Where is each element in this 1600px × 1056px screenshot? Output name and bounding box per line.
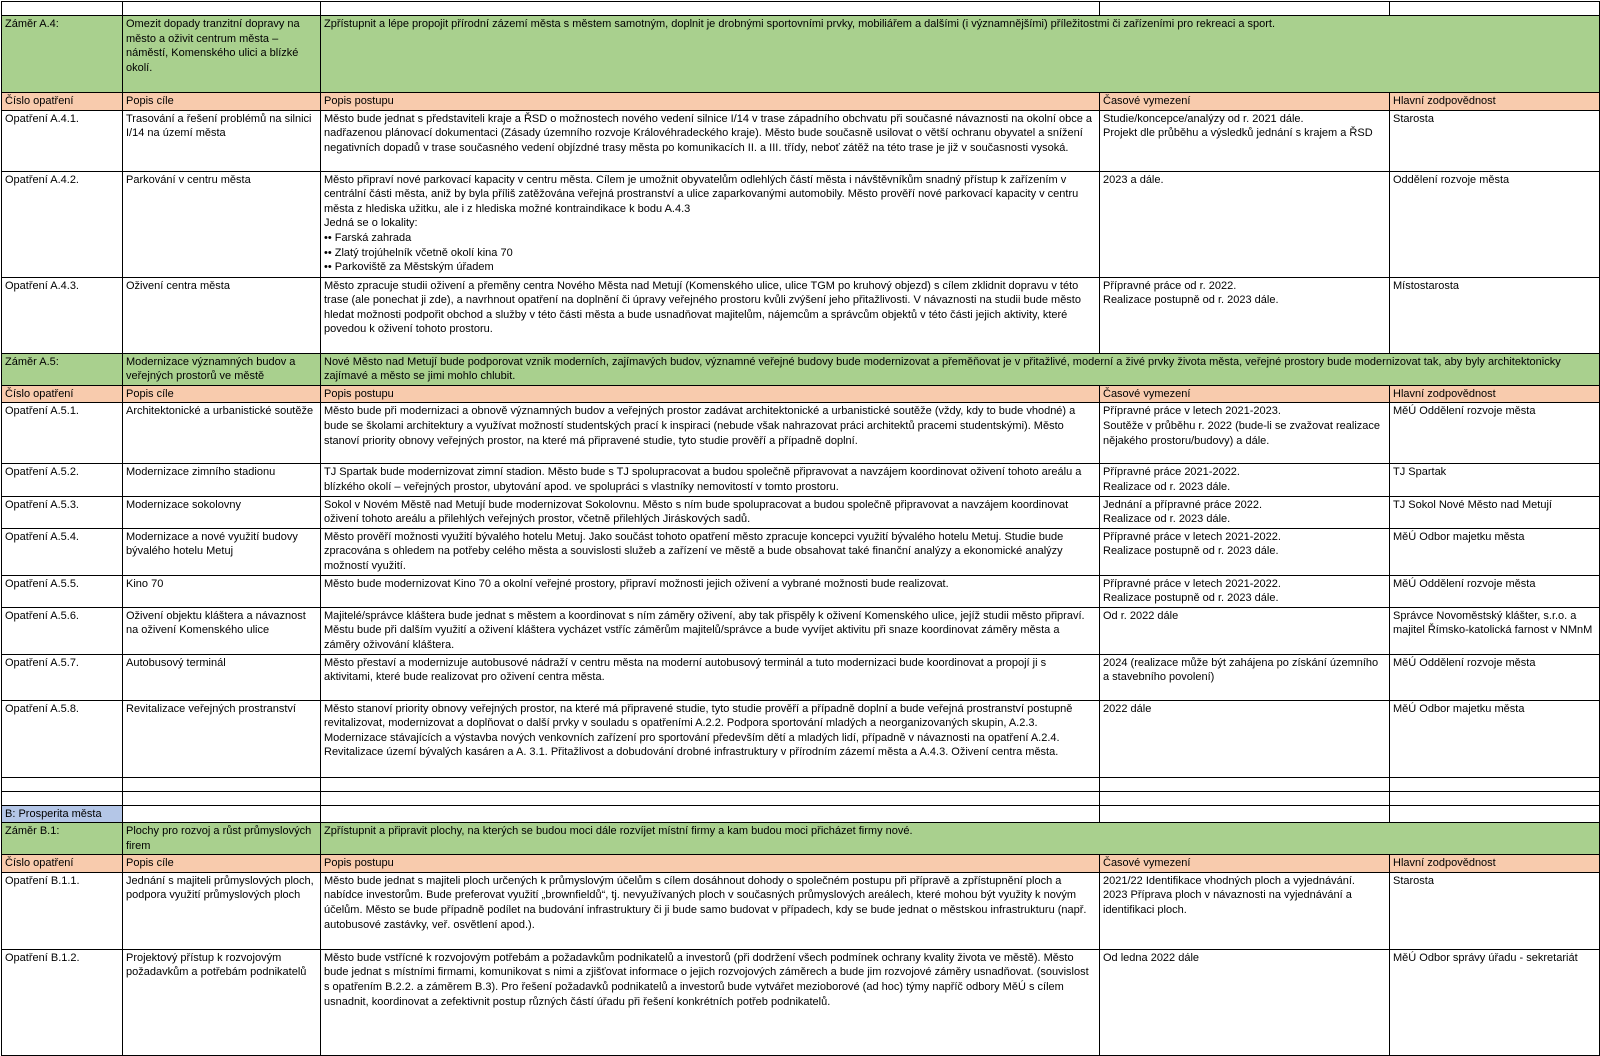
zamer-procedure[interactable]: Zpřístupnit a připravit plochy, na kterých se budou moci dále rozvíjet místní firmy a kam budou moci přicházet firmy nové. [321, 823, 1600, 855]
measure-id[interactable]: Opatření A.5.2. [2, 464, 123, 496]
measure-goal[interactable]: Modernizace zimního stadionu [123, 464, 321, 496]
table-row [2, 277, 1600, 353]
measure-goal[interactable]: Trasování a řešení problémů na silnici I/14 na území města [123, 110, 321, 171]
measure-procedure[interactable]: Sokol v Novém Městě nad Metují bude modernizovat Sokolovnu. Město s ním bude spolupracovat a budou společně připravovat a navzájem koordinovat oživení tohoto areálu a přilehlých veřejných prostor, včetně přilehlých Jiráskových sadů. [321, 496, 1100, 528]
zamer-row [2, 823, 1600, 855]
measure-procedure[interactable]: Město bude jednat s představiteli kraje a ŘSD o možnostech nového vedení silnice I/14 v trase západního obchvatu při současné návaznosti na okolní obce a nadřazenou plánovací dokumentaci (Zásady územního rozvoje Královéhradeckého kraje). Město bude současně usilovat o větší ochranu obyvatel a snížení negativních dopadů v trase současného vedení objízdné trasy města po komunikacích II. a III. třídy, neboť zátěž na této trase je již v současnosti vysoká. [321, 110, 1100, 171]
table-row [2, 110, 1600, 171]
cell[interactable] [321, 2, 1100, 16]
header-id[interactable]: Číslo opatření [2, 385, 123, 403]
measure-owner[interactable]: MěÚ Oddělení rozvoje města [1390, 575, 1600, 607]
table-row [2, 872, 1600, 949]
measure-id[interactable]: Opatření A.4.3. [2, 277, 123, 353]
measure-timing[interactable]: 2024 (realizace může být zahájena po získání územního a stavebního povolení) [1100, 654, 1390, 700]
table-row [2, 654, 1600, 700]
section-label[interactable]: B: Prosperita města [2, 805, 123, 823]
measure-owner[interactable]: MěÚ Odbor správy úřadu - sekretariát [1390, 949, 1600, 1055]
empty-row [2, 777, 1600, 791]
measure-procedure[interactable]: TJ Spartak bude modernizovat zimní stadion. Město bude s TJ spolupracovat a budou společně připravovat a navzájem koordinovat oživení tohoto areálu a blízkého okolí – veřejných prostor, ubytování apod. ve spolupráci s vlastníky nemovitostí v tomto prostoru. [321, 464, 1100, 496]
cell[interactable] [1100, 777, 1390, 791]
cell[interactable] [1100, 791, 1390, 805]
header-procedure[interactable]: Popis postupu [321, 93, 1100, 111]
measure-timing[interactable]: 2021/22 Identifikace vhodných ploch a vyjednávání. 2023 Příprava ploch v návaznosti na vyjednávání a identifikaci ploch. [1100, 872, 1390, 949]
measure-owner[interactable]: TJ Sokol Nové Město nad Metují [1390, 496, 1600, 528]
measure-timing[interactable]: Studie/koncepce/analýzy od r. 2021 dále. Projekt dle průběhu a výsledků jednání s krajem a ŘSD [1100, 110, 1390, 171]
measure-timing[interactable]: Přípravné práce v letech 2021-2022. Realizace postupně od r. 2023 dále. [1100, 575, 1390, 607]
measure-owner[interactable]: MěÚ Odbor majetku města [1390, 528, 1600, 575]
cell[interactable] [2, 777, 123, 791]
measure-timing[interactable]: Od ledna 2022 dále [1100, 949, 1390, 1055]
header-owner[interactable]: Hlavní zodpovědnost [1390, 855, 1600, 873]
cell[interactable] [123, 805, 321, 823]
cell[interactable] [1390, 2, 1600, 16]
empty-row [2, 2, 1600, 16]
measure-procedure[interactable]: Město připraví nové parkovací kapacity v centru města. Cílem je umožnit obyvatelům odlehlých částí města i návštěvníkům snadný přístup k zařízením v centrální části města, aniž by byla příliš zatěžována veřejná prostranství a ulice zaparkovanými automobily. Město prověří nové parkovací kapacity v centru města z hlediska užitku, ale i z hlediska možné kontraindikace k bodu A.4.3 Jedná se o lokality: •• Farská zahrada •• Zlatý trojúhelník včetně okolí kina 70 •• Parkoviště za Městským úřadem [321, 171, 1100, 277]
measure-id[interactable]: Opatření A.5.3. [2, 496, 123, 528]
measure-owner[interactable]: TJ Spartak [1390, 464, 1600, 496]
measure-procedure[interactable]: Město stanoví priority obnovy veřejných prostor, na které má připravené studie, tyto studie prověří a případně doplní a bude veřejná prostranství postupně revitalizovat, modernizovat a doplňovat o další prvky v souladu s opatřeními A.2.2. Podpora sportování mladých a neorganizovaných skupin, A.2.3. Modernizace stávajících a výstavba nových venkovních zařízení pro sportování především dětí a mladých lidí, případně v návaznosti na opatření A.2.4. Revitalizace území bývalých kasáren a A. 3.1. Přitažlivost a dobudování drobné infrastruktury v přírodním zázemí města a A.4.3. Oživení centra města. [321, 700, 1100, 777]
measure-procedure[interactable]: Město bude vstřícné k rozvojovým potřebám a požadavkům podnikatelů a investorů (při dodržení všech podmínek ochrany kvality života ve městě). Město bude jednat s místními firmami, komunikovat s nimi a zjišťovat informace o jejich rozvojových záměrech a bude jim rozvojové záměry usnadňovat. (souvislost s opatřením B.2.2. a záměrem B.3). Pro řešení požadavků podnikatelů a investorů bude vytvářet mezioborové (ad hoc) týmy napříč odbory MěÚ s cílem usnadnit, koordinovat a zefektivnit postup různých částí úřadu při řešení konkrétních potřeb podnikatelů. [321, 949, 1100, 1055]
measure-goal[interactable]: Autobusový terminál [123, 654, 321, 700]
measure-goal[interactable]: Modernizace sokolovny [123, 496, 321, 528]
measure-goal[interactable]: Jednání s majiteli průmyslových ploch, podpora využití průmyslových ploch [123, 872, 321, 949]
table-row [2, 171, 1600, 277]
measure-procedure[interactable]: Město bude modernizovat Kino 70 a okolní veřejné prostory, připraví možnosti jejich oživení a vybrané možnosti bude realizovat. [321, 575, 1100, 607]
measure-timing[interactable]: Přípravné práce v letech 2021-2023. Soutěže v průběhu r. 2022 (bude-li se zvažovat realizace nějakého prostoru/budovy) a dále. [1100, 403, 1390, 464]
measure-timing[interactable]: 2022 dále [1100, 700, 1390, 777]
measure-procedure[interactable]: Město prověří možnosti využití bývalého hotelu Metuj. Jako součást tohoto opatření město zpracuje koncepci využití bývalého hotelu Metuj. Studie bude zpracována s ohledem na potřeby celého města a souvislosti služeb a zařízení ve městě a bude obsahovat také finanční analýzy a ekonomické analýzy možností využití. [321, 528, 1100, 575]
measure-goal[interactable]: Parkování v centru města [123, 171, 321, 277]
cell[interactable] [1390, 805, 1600, 823]
measure-procedure[interactable]: Majitelé/správce kláštera bude jednat s městem a koordinovat s ním záměry oživení, aby tak přispěly k oživení Komenského ulice, jejíž studii město připraví. Městu bude při dalším využití a oživení kláštera vycházet vstříc záměrům majitelů/správce a bude vyvíjet aktivitu při snaze koordinovat záměry města a záměry oživování kláštera. [321, 607, 1100, 654]
measure-goal[interactable]: Projektový přístup k rozvojovým požadavkům a potřebám podnikatelů [123, 949, 321, 1055]
zamer-procedure[interactable]: Nové Město nad Metují bude podporovat vznik moderních, zajímavých budov, významné veřejné budovy bude modernizovat a přeměňovat je v přitažlivé, moderní a živé prvky života města, veřejné prostory bude modernizovat tak, aby byly architektonicky zajímavé a město se jimi mohlo chlubit. [321, 353, 1600, 385]
zamer-row [2, 353, 1600, 385]
cell[interactable] [1390, 777, 1600, 791]
measure-owner[interactable]: Starosta [1390, 110, 1600, 171]
cell[interactable] [1390, 791, 1600, 805]
zamer-id[interactable]: Záměr A.4: [2, 16, 123, 93]
table-row [2, 464, 1600, 496]
header-owner[interactable]: Hlavní zodpovědnost [1390, 385, 1600, 403]
header-id[interactable]: Číslo opatření [2, 855, 123, 873]
zamer-id[interactable]: Záměr B.1: [2, 823, 123, 855]
measure-id[interactable]: Opatření B.1.2. [2, 949, 123, 1055]
column-header-row [2, 93, 1600, 111]
header-timing[interactable]: Časové vymezení [1100, 93, 1390, 111]
cell[interactable] [2, 2, 123, 16]
measure-id[interactable]: Opatření A.5.7. [2, 654, 123, 700]
measure-owner[interactable]: MěÚ Odbor majetku města [1390, 700, 1600, 777]
header-owner[interactable]: Hlavní zodpovědnost [1390, 93, 1600, 111]
header-id[interactable]: Číslo opatření [2, 93, 123, 111]
zamer-goal[interactable]: Omezit dopady tranzitní dopravy na město a oživit centrum města – náměstí, Komenského ulici a blízké okolí. [123, 16, 321, 93]
header-goal[interactable]: Popis cíle [123, 855, 321, 873]
measure-id[interactable]: Opatření A.4.1. [2, 110, 123, 171]
zamer-row [2, 16, 1600, 93]
cell[interactable] [1100, 805, 1390, 823]
header-procedure[interactable]: Popis postupu [321, 385, 1100, 403]
cell[interactable] [123, 2, 321, 16]
measure-timing[interactable]: 2023 a dále. [1100, 171, 1390, 277]
column-header-row [2, 385, 1600, 403]
zamer-procedure[interactable]: Zpřístupnit a lépe propojit přírodní zázemí města s městem samotným, doplnit je drobnými sportovními prvky, mobiliářem a dalšími (i významnějšími) příležitostmi či zařízeními pro rekreaci a sport. [321, 16, 1600, 93]
measure-goal[interactable]: Architektonické a urbanistické soutěže [123, 403, 321, 464]
measure-id[interactable]: Opatření A.5.5. [2, 575, 123, 607]
measure-goal[interactable]: Oživení objektu kláštera a návaznost na oživení Komenského ulice [123, 607, 321, 654]
measure-owner[interactable]: MěÚ Oddělení rozvoje města [1390, 403, 1600, 464]
measure-id[interactable]: Opatření A.5.1. [2, 403, 123, 464]
cell[interactable] [321, 805, 1100, 823]
measure-goal[interactable]: Kino 70 [123, 575, 321, 607]
measure-goal[interactable]: Modernizace a nové využití budovy bývalého hotelu Metuj [123, 528, 321, 575]
measure-owner[interactable]: Správce Novoměstský klášter, s.r.o. a majitel Římsko-katolická farnost v NMnM [1390, 607, 1600, 654]
measure-id[interactable]: Opatření A.4.2. [2, 171, 123, 277]
measure-timing[interactable]: Přípravné práce od r. 2022. Realizace postupně od r. 2023 dále. [1100, 277, 1390, 353]
table-row [2, 528, 1600, 575]
section-row [2, 805, 1600, 823]
measure-id[interactable]: Opatření A.5.4. [2, 528, 123, 575]
measure-owner[interactable]: Oddělení rozvoje města [1390, 171, 1600, 277]
table-row [2, 607, 1600, 654]
measure-procedure[interactable]: Město bude při modernizaci a obnově významných budov a veřejných prostor zadávat architektonické a urbanistické soutěže (vždy, kdy to bude vhodné) a bude se školami architektury a využívat možností studentských prací k inspiraci (nebude však nahrazovat práci architektů pracemi studentskými). Město stanoví priority obnovy veřejných prostor, na které má připravené studie, tyto studie prověří a případně doplní. [321, 403, 1100, 464]
measure-timing[interactable]: Přípravné práce v letech 2021-2022. Realizace postupně od r. 2023 dále. [1100, 528, 1390, 575]
table-row [2, 700, 1600, 777]
cell[interactable] [1100, 2, 1390, 16]
measure-procedure[interactable]: Město bude jednat s majiteli ploch určených k průmyslovým účelům s cílem dosáhnout dohody o společném postupu při přípravě a zpřístupnění ploch a nabídce investorům. Bude preferovat využití „brownfieldů“, tj. nevyužívaných ploch v současných průmyslových areálech, které mohou být využity k novým účelům. Město se bude případně podílet na budování infrastruktury či ji bude samo budovat v případech, kdy se bude jednat o městskou infrastrukturu (např. autobusové zastávky, veř. osvětlení apod.). [321, 872, 1100, 949]
zamer-goal[interactable]: Plochy pro rozvoj a růst průmyslových firem [123, 823, 321, 855]
measure-procedure[interactable]: Město přestaví a modernizuje autobusové nádraží v centru města na moderní autobusový terminál a tuto modernizaci bude koordinovat a propojí ji s aktivitami, které bude realizovat pro oživení centra města. [321, 654, 1100, 700]
measure-id[interactable]: Opatření A.5.6. [2, 607, 123, 654]
strategy-table [1, 1, 1600, 1056]
zamer-id[interactable]: Záměr A.5: [2, 353, 123, 385]
measure-timing[interactable]: Přípravné práce 2021-2022. Realizace od r. 2023 dále. [1100, 464, 1390, 496]
cell[interactable] [123, 777, 321, 791]
measure-goal[interactable]: Revitalizace veřejných prostranství [123, 700, 321, 777]
measure-procedure[interactable]: Město zpracuje studii oživení a přeměny centra Nového Města nad Metují (Komenského ulice, ulice TGM po kruhový objezd) s cílem zklidnit dopravu v této trase (ale ponechat ji zde), a navrhnout opatření na doplnění či úpravy veřejného prostoru kvůli zvýšení jeho přitažlivosti. V návaznosti na studii bude město hledat možnosti podpořit obchod a služby v této části města a bude usnadňovat majitelům, nájemcům a správcům objektů v této části jejich aktivity, které povedou k oživení tohoto prostoru. [321, 277, 1100, 353]
measure-owner[interactable]: Místostarosta [1390, 277, 1600, 353]
measure-id[interactable]: Opatření B.1.1. [2, 872, 123, 949]
cell[interactable] [123, 791, 321, 805]
cell[interactable] [321, 791, 1100, 805]
header-goal[interactable]: Popis cíle [123, 385, 321, 403]
measure-timing[interactable]: Od r. 2022 dále [1100, 607, 1390, 654]
header-procedure[interactable]: Popis postupu [321, 855, 1100, 873]
measure-owner[interactable]: MěÚ Oddělení rozvoje města [1390, 654, 1600, 700]
header-timing[interactable]: Časové vymezení [1100, 855, 1390, 873]
measure-timing[interactable]: Jednání a přípravné práce 2022. Realizace od r. 2023 dále. [1100, 496, 1390, 528]
table-row [2, 949, 1600, 1055]
header-timing[interactable]: Časové vymezení [1100, 385, 1390, 403]
table-row [2, 403, 1600, 464]
zamer-goal[interactable]: Modernizace významných budov a veřejných prostorů ve městě [123, 353, 321, 385]
table-row [2, 496, 1600, 528]
column-header-row [2, 855, 1600, 873]
measure-id[interactable]: Opatření A.5.8. [2, 700, 123, 777]
table-row [2, 575, 1600, 607]
empty-row [2, 791, 1600, 805]
cell[interactable] [2, 791, 123, 805]
measure-owner[interactable]: Starosta [1390, 872, 1600, 949]
header-goal[interactable]: Popis cíle [123, 93, 321, 111]
measure-goal[interactable]: Oživení centra města [123, 277, 321, 353]
cell[interactable] [321, 777, 1100, 791]
